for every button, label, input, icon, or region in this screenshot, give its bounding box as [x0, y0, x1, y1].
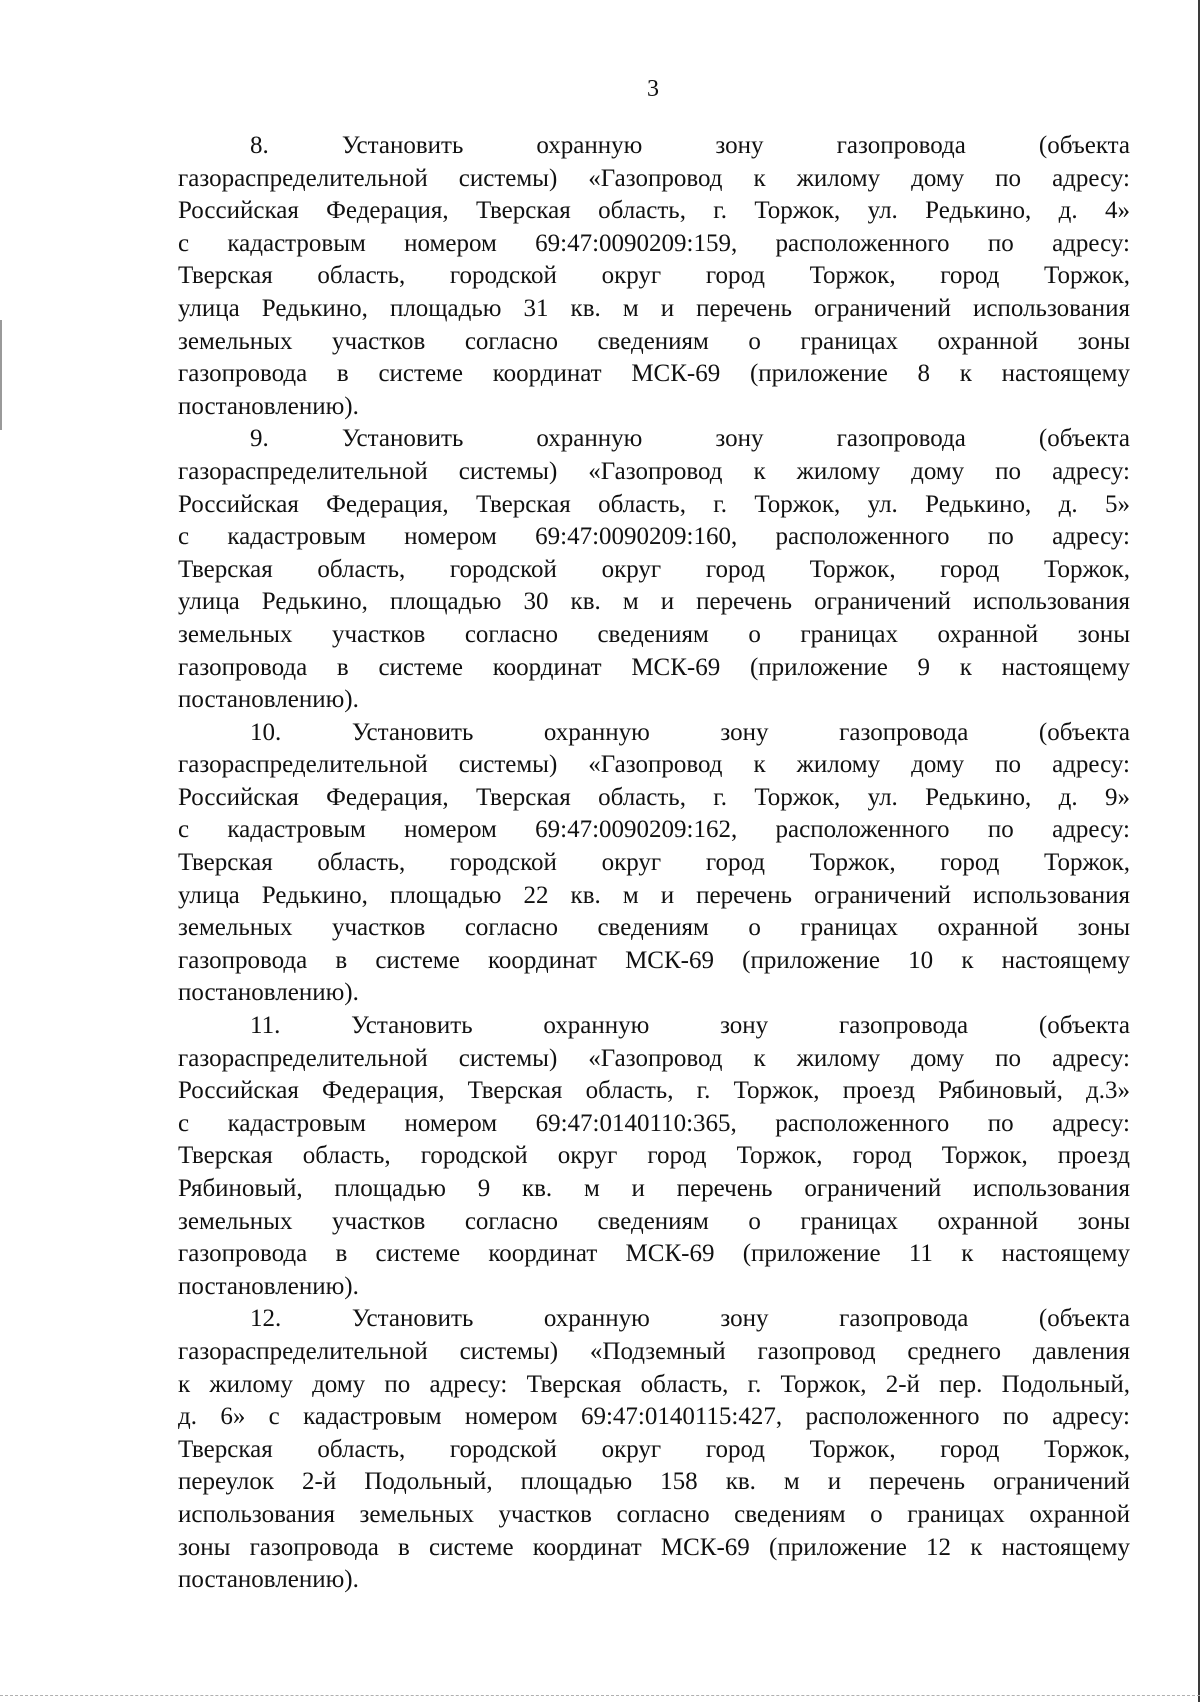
paragraph-line: постановлению). — [178, 979, 359, 1007]
paragraph-line: Тверская область, городской округ город Торжок, город Торжок, — [178, 849, 1130, 877]
paragraph-line: 8. Установить охранную зону газопровода (объекта — [250, 132, 1130, 159]
paragraph-line: газораспределительной системы) «Подземный газопровод среднего давления — [178, 1337, 1130, 1365]
paragraph-item-10 — [178, 717, 1130, 1010]
paragraph-line: газопровода в системе координат МСК-69 (приложение 10 к настоящему — [178, 946, 1130, 974]
scan-edge-left — [0, 320, 2, 430]
paragraph-line: Российская Федерация, Тверская область, г. Торжок, ул. Редькино, д. 5» — [178, 490, 1130, 518]
paragraph-line: Российская Федерация, Тверская область, г. Торжок, ул. Редькино, д. 4» — [178, 197, 1130, 225]
document-body — [178, 130, 1130, 1597]
paragraph-line: с кадастровым номером 69:47:0090209:162, расположенного по адресу: — [178, 816, 1130, 844]
paragraph-line: д. 6» с кадастровым номером 69:47:0140115:427, расположенного по адресу: — [178, 1403, 1130, 1431]
paragraph-line: улица Редькино, площадью 31 кв. м и перечень ограничений использования — [178, 294, 1130, 322]
paragraph-item-9 — [178, 423, 1130, 716]
paragraph-line: к жилому дому по адресу: Тверская область, г. Торжок, 2-й пер. Подольный, — [178, 1370, 1130, 1398]
paragraph-line: газораспределительной системы) «Газопровод к жилому дому по адресу: — [178, 164, 1130, 192]
paragraph-line: земельных участков согласно сведениям о границах охранной зоны — [178, 1207, 1130, 1235]
paragraph-line: газораспределительной системы) «Газопровод к жилому дому по адресу: — [178, 457, 1130, 485]
paragraph-line: Тверская область, городской округ город Торжок, город Торжок, проезд — [178, 1142, 1130, 1170]
paragraph-line: Тверская область, городской округ город Торжок, город Торжок, — [178, 555, 1130, 583]
paragraph-line: улица Редькино, площадью 22 кв. м и перечень ограничений использования — [178, 881, 1130, 909]
paragraph-line: переулок 2-й Подольный, площадью 158 кв. м и перечень ограничений — [178, 1468, 1130, 1496]
page-number: 3 — [647, 76, 659, 102]
paragraph-line: 11. Установить охранную зону газопровода (объекта — [250, 1012, 1130, 1040]
paragraph-item-11 — [178, 1010, 1130, 1303]
paragraph-line: постановлению). — [178, 1272, 359, 1300]
paragraph-line: земельных участков согласно сведениям о границах охранной зоны — [178, 914, 1130, 942]
paragraph-line: постановлению). — [178, 392, 359, 420]
paragraph-line: 10. Установить охранную зону газопровода (объекта — [250, 718, 1130, 746]
paragraph-line: 12. Установить охранную зону газопровода (объекта — [250, 1305, 1130, 1333]
paragraph-item-8 — [178, 130, 1130, 423]
paragraph-line: с кадастровым номером 69:47:0140110:365, расположенного по адресу: — [178, 1109, 1130, 1137]
paragraph-line: с кадастровым номером 69:47:0090209:159, расположенного по адресу: — [178, 229, 1130, 257]
paragraph-line: Тверская область, городской округ город Торжок, город Торжок, — [178, 262, 1130, 290]
paragraph-line: с кадастровым номером 69:47:0090209:160, расположенного по адресу: — [178, 523, 1130, 551]
paragraph-line: зоны газопровода в системе координат МСК-69 (приложение 12 к настоящему — [178, 1533, 1130, 1561]
paragraph-item-12 — [178, 1303, 1130, 1596]
paragraph-line: улица Редькино, площадью 30 кв. м и перечень ограничений использования — [178, 588, 1130, 616]
paragraph-line: газопровода в системе координат МСК-69 (приложение 9 к настоящему — [178, 653, 1130, 681]
paragraph-line: 9. Установить охранную зону газопровода (объекта — [250, 425, 1130, 453]
paragraph-line: использования земельных участков согласно сведениям о границах охранной — [178, 1500, 1130, 1528]
paragraph-line: земельных участков согласно сведениям о границах охранной зоны — [178, 327, 1130, 355]
paragraph-line: газораспределительной системы) «Газопровод к жилому дому по адресу: — [178, 751, 1130, 779]
paragraph-line: земельных участков согласно сведениям о границах охранной зоны — [178, 620, 1130, 648]
scan-edge-bottom — [0, 1695, 1200, 1696]
paragraph-line: Российская Федерация, Тверская область, г. Торжок, проезд Рябиновый, д.3» — [178, 1077, 1130, 1105]
paragraph-line: Рябиновый, площадью 9 кв. м и перечень ограничений использования — [178, 1175, 1130, 1202]
paragraph-line: постановлению). — [178, 686, 359, 714]
paragraph-line: газораспределительной системы) «Газопровод к жилому дому по адресу: — [178, 1044, 1130, 1072]
paragraph-line: газопровода в системе координат МСК-69 (приложение 8 к настоящему — [178, 360, 1130, 388]
paragraph-line: Тверская область, городской округ город Торжок, город Торжок, — [178, 1435, 1130, 1463]
paragraph-line: постановлению). — [178, 1566, 359, 1594]
paragraph-line: газопровода в системе координат МСК-69 (приложение 11 к настоящему — [178, 1240, 1130, 1268]
paragraph-line: Российская Федерация, Тверская область, г. Торжок, ул. Редькино, д. 9» — [178, 783, 1130, 811]
